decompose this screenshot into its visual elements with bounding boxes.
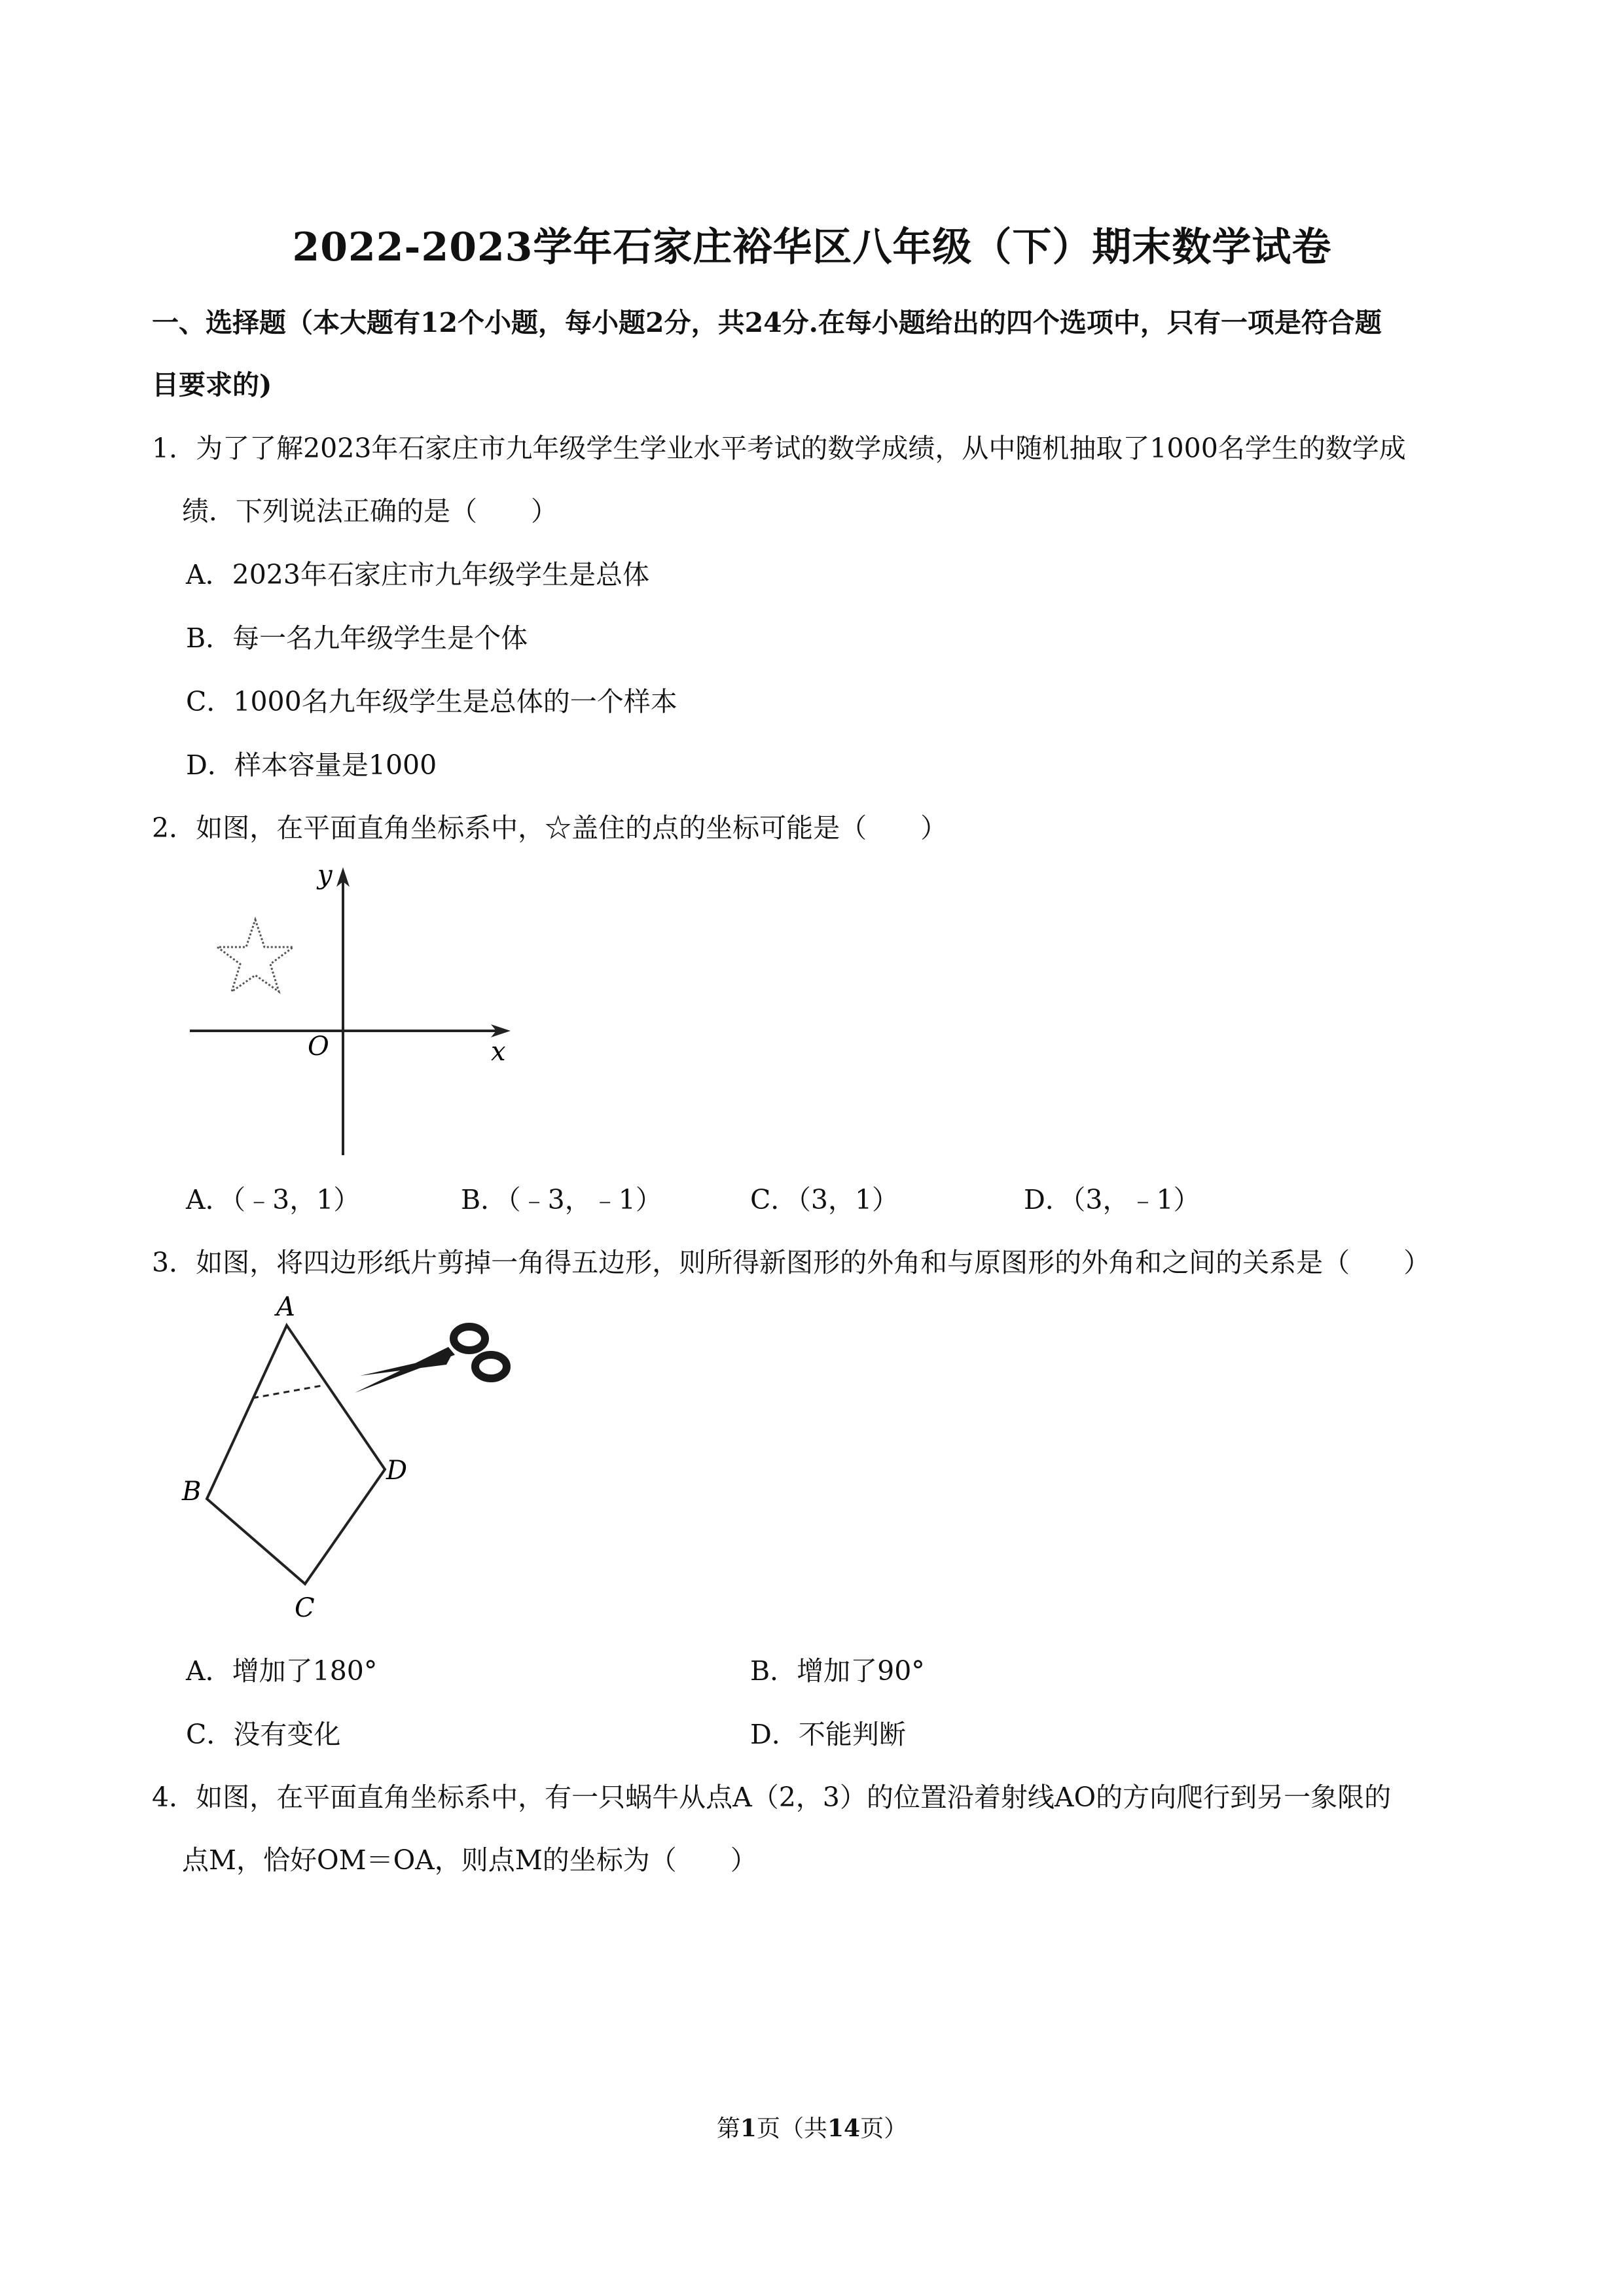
quadrilateral: [207, 1325, 385, 1584]
coordinate-figure: [183, 857, 524, 1158]
footer-suffix: 页）: [860, 2115, 908, 2142]
question-text-line1: 为了了解2023年石家庄市九年级学生学业水平考试的数学成绩，从中随机抽取了1000名学生的数学成: [196, 433, 1406, 464]
question-text-line1: 如图，在平面直角坐标系中，有一只蜗牛从点A（2，3）的位置沿着射线AO的方向爬行到另一象限的: [196, 1782, 1392, 1813]
footer-middle: 页（共: [756, 2115, 827, 2142]
y-axis-label: y: [317, 860, 333, 890]
total-pages: 14: [827, 2115, 861, 2142]
question-text-line1: 如图，将四边形纸片剪掉一角得五边形，则所得新图形的外角和与原图形的外角和之间的关系是（ ）: [196, 1247, 1431, 1278]
question-2: [152, 806, 947, 845]
scissors-icon: [355, 1327, 507, 1393]
star-icon: [217, 920, 293, 992]
option-a: A．2023年石家庄市九年级学生是总体: [186, 559, 649, 590]
vertex-label-b: B: [182, 1477, 202, 1507]
question-3: [152, 1241, 1430, 1280]
question-text-line2: 点M，恰好OM＝OA，则点M的坐标为（ ）: [182, 1844, 757, 1876]
option-d: D．不能判断: [750, 1719, 906, 1750]
option-c: C．1000名九年级学生是总体的一个样本: [186, 686, 677, 717]
question-1: [152, 427, 1406, 465]
option-d: D．（3，﹣1）: [1024, 1184, 1200, 1215]
vertex-label-a: A: [276, 1292, 295, 1322]
option-a: A．（﹣3，1）: [186, 1184, 361, 1215]
option-a: A．增加了180°: [186, 1655, 378, 1687]
origin-label: O: [308, 1031, 329, 1062]
section-heading-line2: 目要求的): [152, 369, 272, 401]
question-text-line2: 绩．下列说法正确的是（ ）: [182, 495, 558, 527]
section-heading-line1: 一、选择题（本大题有12个小题，每小题2分，共24分.在每小题给出的四个选项中，只有一项是符合题: [152, 307, 1382, 338]
quadrilateral-figure: [177, 1289, 543, 1630]
x-axis-label: x: [491, 1037, 506, 1067]
option-b: B．每一名九年级学生是个体: [186, 622, 528, 654]
question-4: [152, 1776, 1391, 1814]
question-number: 1．: [152, 433, 196, 464]
vertex-label-d: D: [386, 1456, 408, 1486]
option-b: B．增加了90°: [750, 1655, 925, 1687]
page-number: 1: [740, 2115, 757, 2142]
option-c: C．（3，1）: [750, 1184, 899, 1215]
question-number: 2．: [152, 812, 196, 844]
question-number: 4．: [152, 1782, 196, 1813]
option-c: C．没有变化: [186, 1719, 341, 1750]
option-b: B．（﹣3，﹣1）: [461, 1184, 662, 1215]
question-number: 3．: [152, 1247, 196, 1278]
question-text-line1: 如图，在平面直角坐标系中，☆盖住的点的坐标可能是（ ）: [196, 812, 948, 844]
page-footer: [0, 2110, 1624, 2144]
page-title: 2022-2023学年石家庄裕华区八年级（下）期末数学试卷: [292, 224, 1332, 270]
option-d: D．样本容量是1000: [186, 749, 437, 781]
footer-prefix: 第: [716, 2115, 740, 2142]
cut-line: [253, 1386, 322, 1398]
vertex-label-c: C: [295, 1593, 315, 1623]
